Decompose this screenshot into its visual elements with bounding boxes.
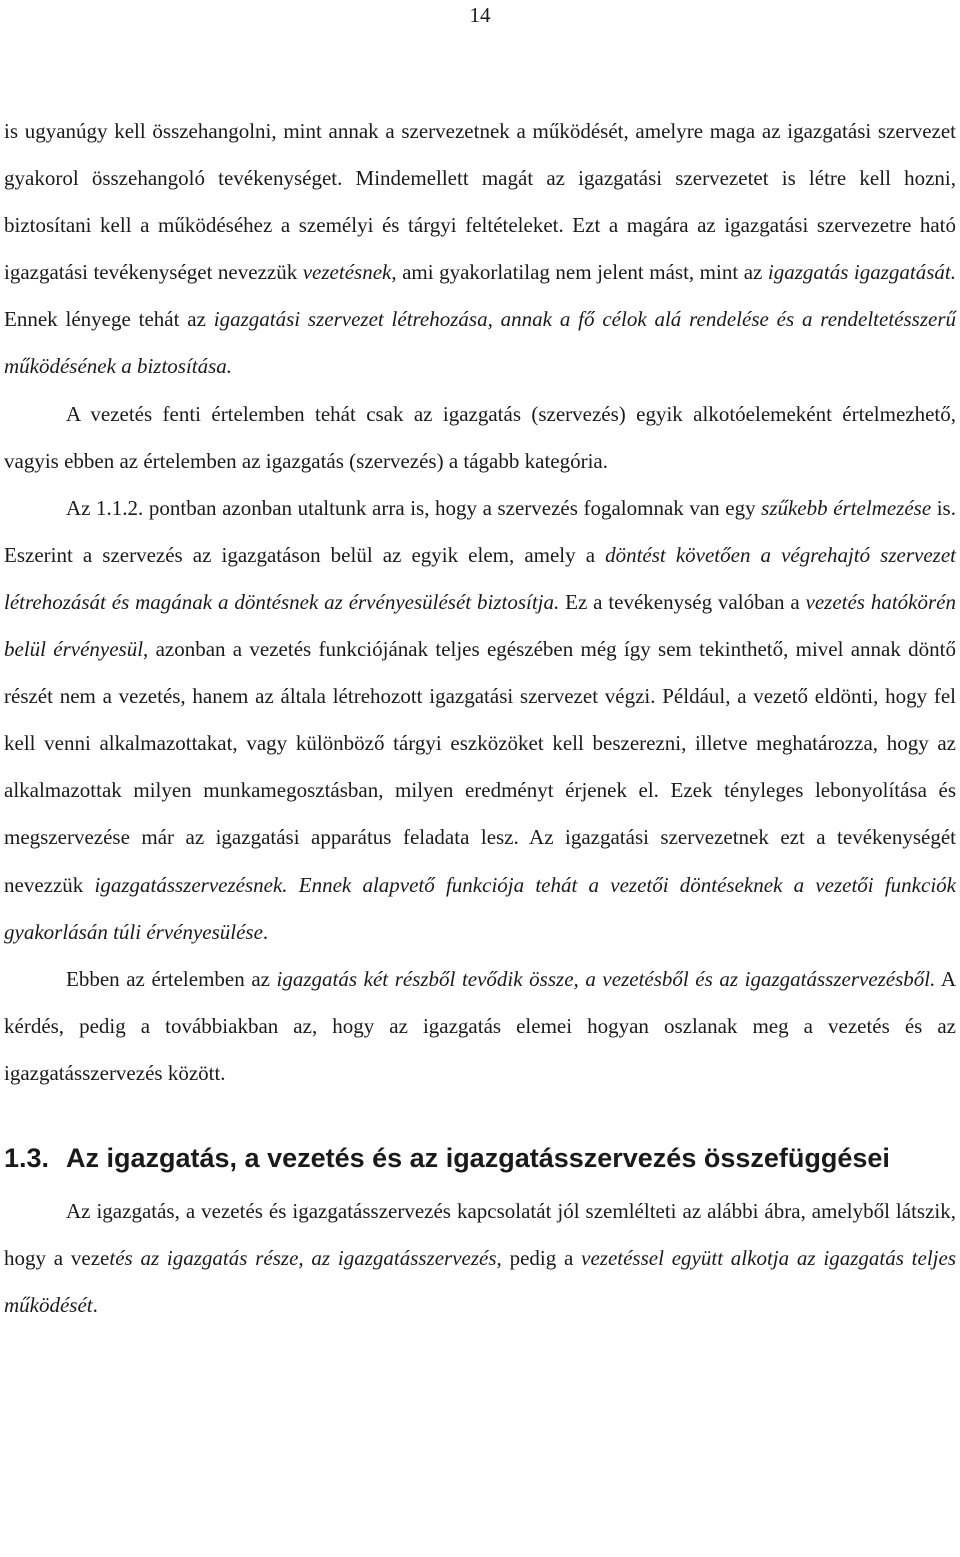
emphasis: vezetésnek [302, 260, 392, 285]
emphasis: tés az igazgatás része, az igazgatásszervezés, [109, 1246, 502, 1271]
paragraph-1 [4, 108, 956, 391]
text: pedig a [501, 1246, 582, 1271]
emphasis: igazgatás két részből tevődik össze, a vezetésből és az igazgatásszervezésből. [276, 966, 936, 991]
emphasis: igazgatás igazgatását. [767, 260, 956, 285]
section-title: Az igazgatás, a vezetés és az igazgatásszervezés összefüggései [66, 1142, 890, 1173]
text: is ugyanúgy kell összehangolni, mint annak a szervezetnek a működését, amelyre maga az igazgatási szervezet gyakorol összehangoló tevékenységet. Mindemellett magát az igazgatási szervezetet is létre kell hozni, biztosítani kell a működéséhez a személyi és tárgyi feltételeket. Ezt a magára az igazgatási szervezetre ható igazgatási tevékenységet nevezzük [4, 119, 956, 285]
document-body [4, 108, 956, 1329]
section-heading [4, 1131, 956, 1186]
text: Az 1.1.2. pontban azonban utaltunk arra is, hogy a szervezés fogalomnak van egy [66, 495, 762, 520]
text: , ami gyakorlatilag nem jelent mást, mint az [391, 260, 768, 285]
text: , azonban a vezetés funkciójának teljes egészében még így sem tekinthető, mivel annak döntő részét nem a vezetés, hanem az általa létrehozott igazgatási szervezet végzi. Például, a vezető eldönti, hogy fel kell venni alkalmazottakat, vagy különböző tárgyi eszközöket kell beszerezni, illetve meghatározza, hogy az alkalmazottak milyen munkamegosztásban, milyen eredményt érjenek el. Ezek tényleges lebonyolítása és megszervezése már az igazgatási apparátus feladata lesz. Az igazgatási szervezetnek ezt a tevékenységét nevezzük [4, 637, 956, 897]
section-number: 1.3. [4, 1142, 50, 1173]
paragraph-5 [4, 1188, 956, 1329]
text: . [92, 1293, 98, 1318]
page-number: 14 [469, 3, 491, 27]
paragraph-2 [4, 391, 956, 485]
text: is. Eszerint a szervezés az igazgatáson belül az egyik elem, amely a [4, 495, 956, 567]
text: Ebben az értelemben az [66, 966, 277, 991]
text: A vezetés fenti értelemben tehát csak az igazgatás (szervezés) egyik alkotóelemeként értelmezhető, vagyis ebben az értelemben az igazgatás (szervezés) a tágabb kategória. [4, 401, 956, 473]
paragraph-3 [4, 485, 956, 956]
text: Ez a tevékenység valóban a [559, 589, 806, 614]
text: Ennek lényege tehát az [4, 307, 214, 332]
emphasis: szűkebb értelmezése [761, 495, 932, 520]
text: A kérdés, pedig a továbbiakban az, hogy az igazgatás elemei hogyan oszlanak meg a vezetés és az igazgatásszervezés között. [4, 966, 956, 1085]
emphasis: vezetéssel együtt alkotja az igazgatás teljes működését [4, 1246, 956, 1318]
paragraph-4 [4, 956, 956, 1097]
text: . [262, 919, 269, 944]
emphasis: vezetés hatókörén belül érvényesül [4, 589, 956, 662]
emphasis: döntést követően a végrehajtó szervezet létrehozását és magának a döntésnek az érvényesülését biztosítja. [4, 542, 956, 614]
text: Az igazgatás, a vezetés és igazgatásszervezés kapcsolatát jól szemlélteti az alábbi ábra, amelyből látszik, hogy a veze [4, 1198, 956, 1271]
emphasis: igazgatásszervezésnek. Ennek alapvető funkciója tehát a vezetői döntéseknek a vezetői funkciók gyakorlásán túli érvényesülése [4, 872, 956, 944]
emphasis: igazgatási szervezet létrehozása, annak a fő célok alá rendelése és a rendeltetésszerű működésének a biztosítása. [4, 307, 956, 379]
